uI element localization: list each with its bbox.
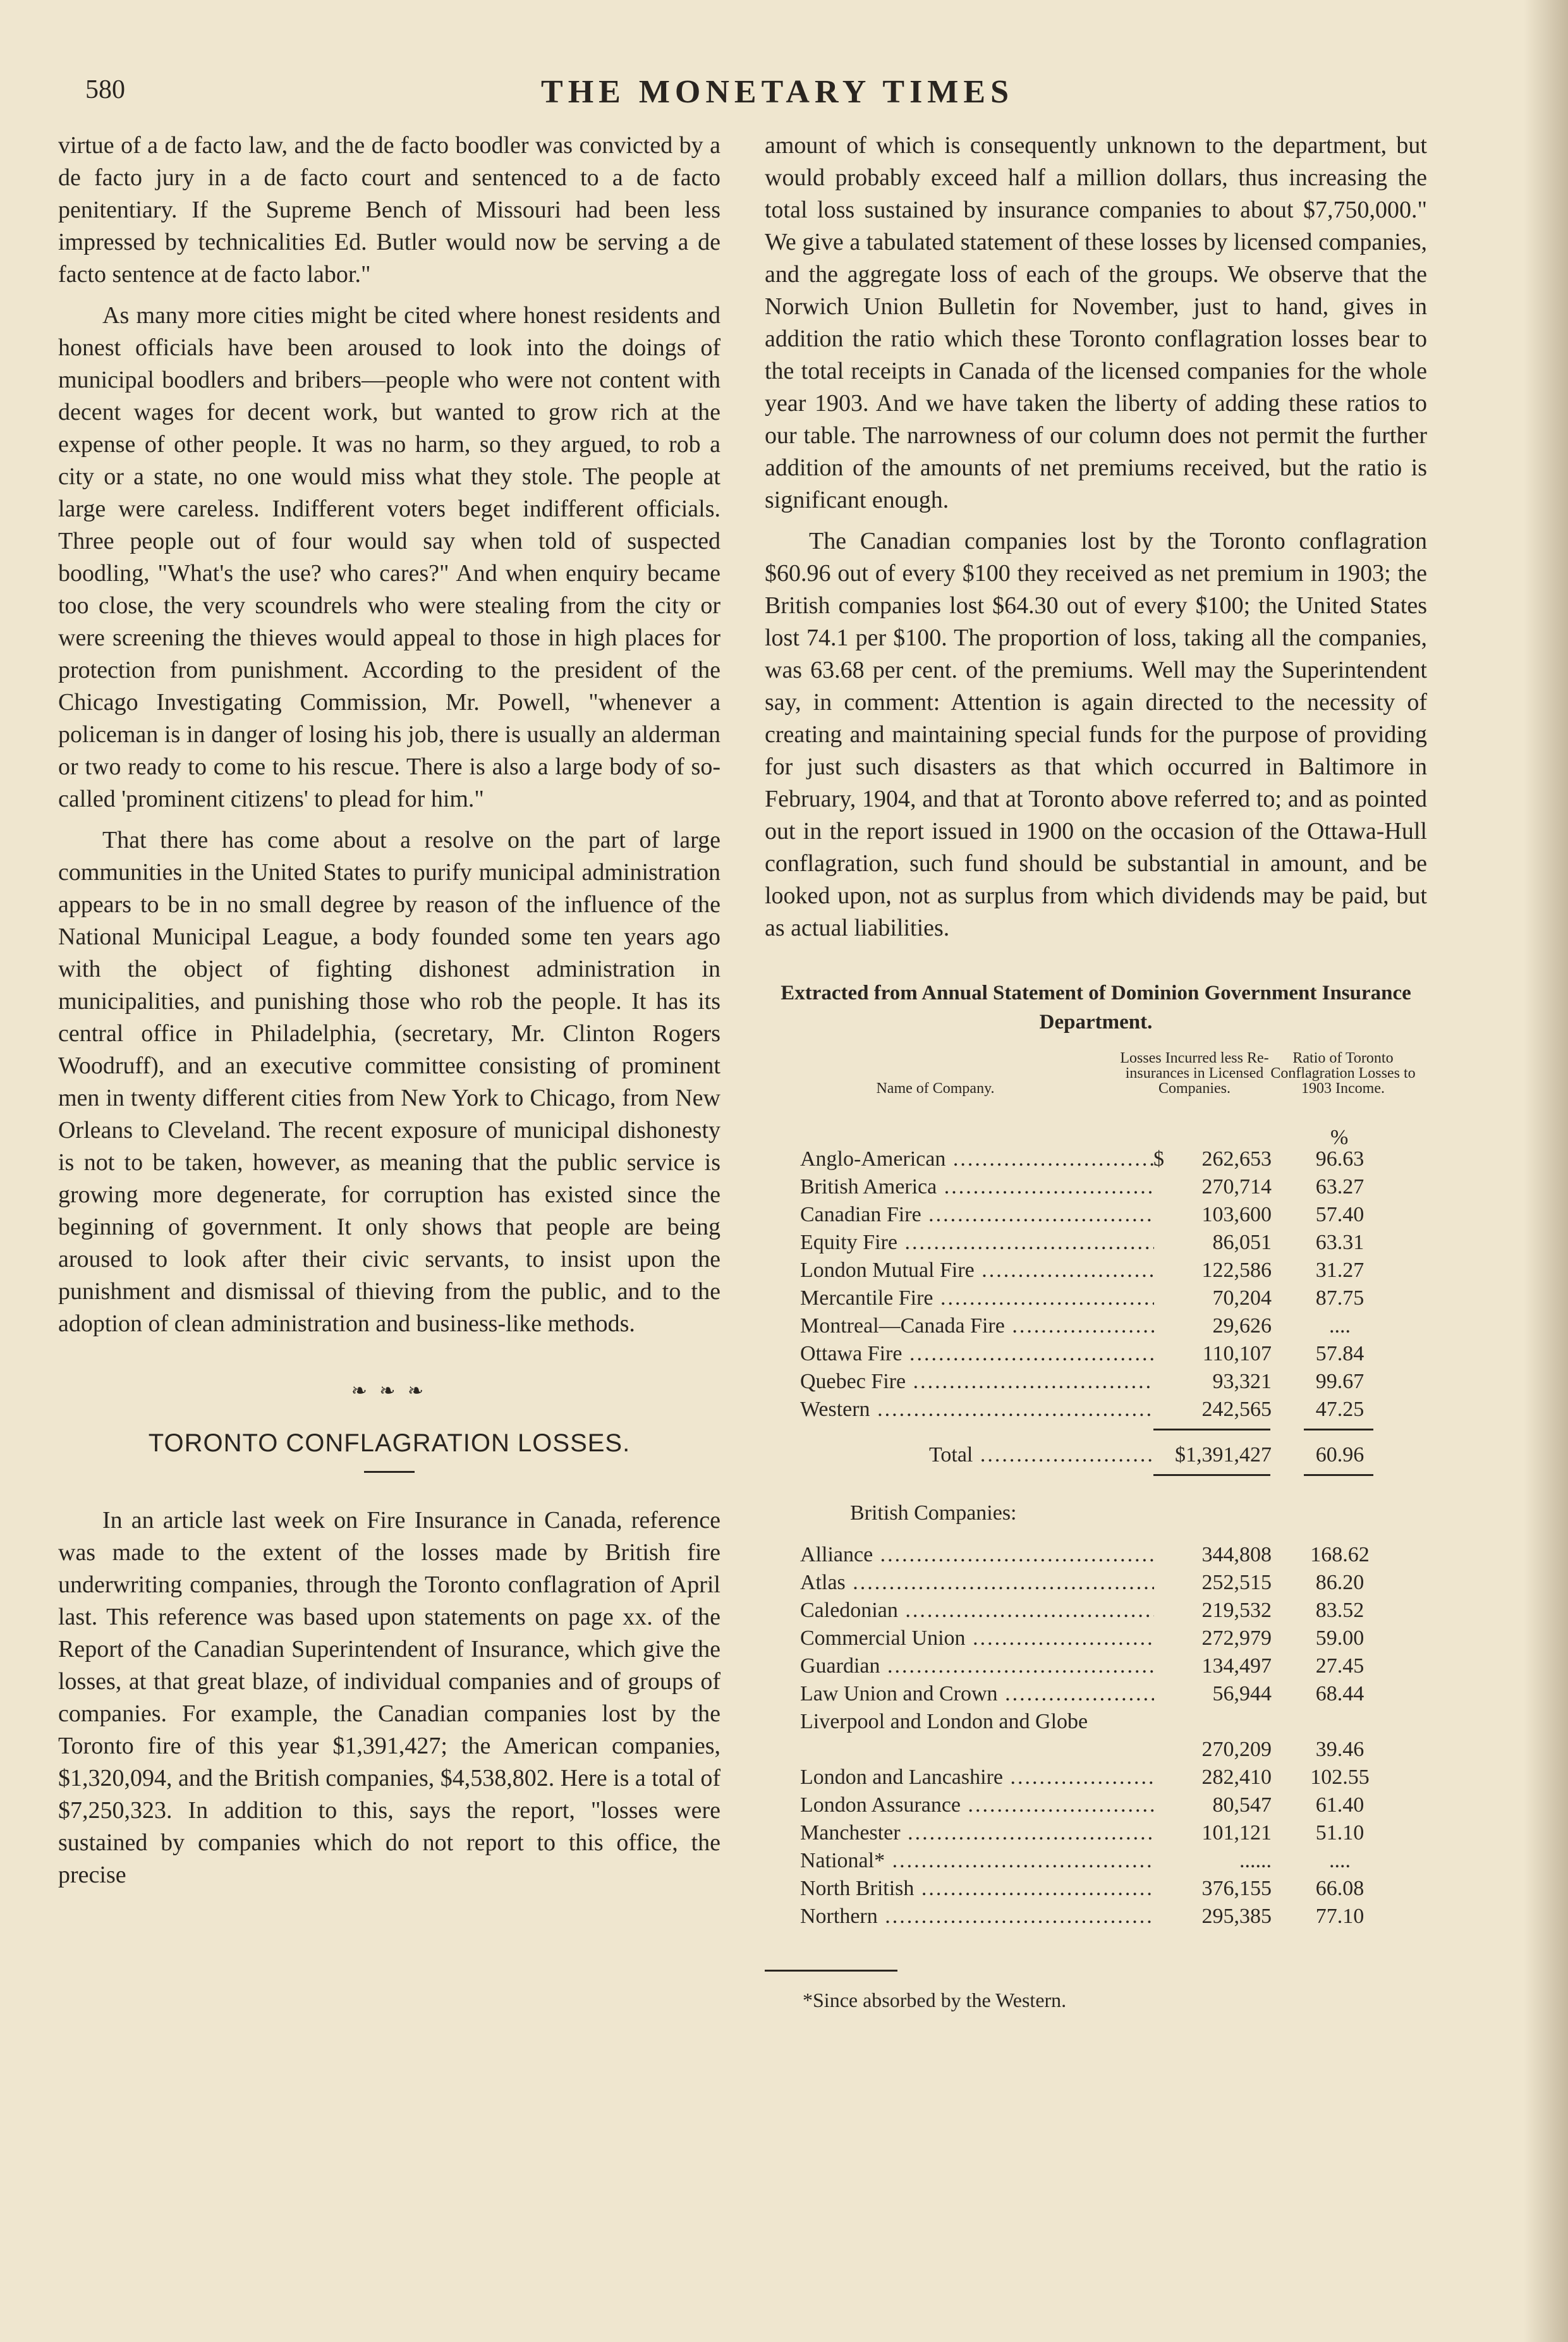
loss-value: 86,051 (1212, 1231, 1272, 1254)
table-row (765, 1680, 1427, 1708)
company-name: London Mutual Fire ..... (800, 1257, 1154, 1284)
ratio-value: 87.75 (1315, 1286, 1364, 1310)
table-row (765, 1708, 1427, 1764)
company-name: Caledonian ..... (800, 1597, 1154, 1625)
ratio-value: 96.63 (1315, 1147, 1364, 1171)
paragraph: amount of which is consequently unknown to the department, but would probably exceed half a million dollars, thus increasing the total loss sustained by insurance companies to about $7,750,000." We give a tabulated statement of these losses by licensed companies, and the aggregate loss of each of the groups. We observe that the Norwich Union Bulletin for November, just to hand, gives in addition the ratio which these Toronto conflagration losses bear to the total receipts in Canada of the licensed companies for the whole year 1903. And we have taken the liberty of adding these ratios to our table. The narrowness of our column does not permit the further addition of the amounts of net premiums received, but the ratio is significant enough. (765, 132, 1427, 513)
losses-table (765, 979, 1427, 2016)
company-name: Quebec Fire ..... (800, 1368, 1154, 1396)
british-companies-label: British Companies: (850, 1501, 1017, 1525)
table-row (765, 1284, 1427, 1312)
company-name: Manchester ..... (800, 1819, 1154, 1847)
loss-value: 70,204 (1212, 1286, 1272, 1310)
company-name: National* ..... (800, 1847, 1154, 1875)
loss-value: 272,979 (1201, 1626, 1272, 1650)
company-name: Anglo-American ..... (800, 1145, 1154, 1173)
table-row (765, 1396, 1427, 1424)
table-row (765, 1625, 1427, 1652)
paragraph: As many more cities might be cited where honest residents and honest officials have been aroused to look into the doings of municipal boodlers and bribers—people who were not content with decent wages for decent work, but wanted to grow rich at the expense of other people. It was no harm, so they argued, to rob a city or a state, no one would miss what they stole. The people at large were careless. Indifferent voters beget indifferent officials. Three people out of four would say when told of suspected boodling, "What's the use? who cares?" And when enquiry became too close, the very scoundrels who were stealing from the city or were screening the thieves would appeal to those in high places for protection from punishment. According to the president of the Chicago Investigating Commission, Mr. Powell, "whenever a policeman is in danger of losing his job, there is usually an alderman or two ready to come to his rescue. There is also a large body of so-called 'prominent citizens' to plead for him." (58, 302, 720, 812)
right-column (765, 130, 1427, 2016)
loss-value: 103,600 (1201, 1203, 1272, 1226)
left-column (58, 130, 720, 1891)
paragraph: virtue of a de facto law, and the de facto boodler was convicted by a de facto jury in a de facto court and sentenced to a de facto penitentiary. If the Supreme Bench of Missouri had been less impressed by technicalities Ed. Butler would now be serving a de facto sentence at de facto labor." (58, 132, 720, 288)
loss-value: 252,515 (1201, 1571, 1272, 1594)
table-row (765, 1229, 1427, 1257)
loss-value: 270,209 (1201, 1738, 1272, 1761)
ratio-value: .... (1329, 1314, 1351, 1338)
table-row (765, 1201, 1427, 1229)
ratio-value: 99.67 (1315, 1370, 1364, 1393)
loss-value: 344,808 (1201, 1543, 1272, 1566)
company-name: Ottawa Fire ..... (800, 1340, 1154, 1368)
total-ratio: 60.96 (1315, 1443, 1364, 1467)
company-name: North British ..... (800, 1875, 1154, 1903)
footnote-rule (765, 1970, 897, 1972)
table-row (765, 1257, 1427, 1284)
company-name: London Assurance ..... (800, 1791, 1154, 1819)
loss-value: 80,547 (1212, 1793, 1272, 1817)
total-row (765, 1441, 1427, 1469)
ratio-value: 57.84 (1315, 1342, 1364, 1365)
loss-value: 134,497 (1201, 1654, 1272, 1678)
ratio-value: 66.08 (1315, 1877, 1364, 1900)
ratio-value: 31.27 (1315, 1259, 1364, 1282)
loss-value: 101,121 (1201, 1821, 1272, 1845)
paragraph: In an article last week on Fire Insurance in Canada, reference was made to the extent of the losses made by British fire underwriting companies, through the Toronto conflagration of April last. This reference was based upon statements on page xx. of the Report of the Canadian Superintendent of Insurance, which give the losses, at that great blaze, of individual companies and of groups of companies. For example, the Canadian companies lost by the Toronto fire of this year $1,391,427; the American companies, $1,320,094, and the British companies, $4,538,802. Here is a total of $7,250,323. In addition to this, says the report, "losses were sustained by companies which do not report to this office, the precise (58, 1507, 720, 1888)
loss-value: 270,714 (1201, 1175, 1272, 1198)
column-header-losses: Losses Incurred less Re-insurances in Licensed Companies. (1120, 1050, 1269, 1097)
company-name: Northern ..... (800, 1903, 1154, 1930)
loss-value: ...... (1239, 1849, 1272, 1872)
company-name: Canadian Fire ..... (800, 1201, 1154, 1229)
total-rule-bottom (765, 1469, 1427, 1480)
company-name: Western ..... (800, 1396, 1154, 1424)
ratio-value: 47.25 (1315, 1398, 1364, 1421)
ratio-value: 27.45 (1315, 1654, 1364, 1678)
company-name: Liverpool and London and Globe (800, 1710, 1088, 1733)
loss-value: 93,321 (1212, 1370, 1272, 1393)
table-row (765, 1764, 1427, 1791)
company-name: Alliance ..... (800, 1541, 1154, 1569)
table-row (765, 1597, 1427, 1625)
table-row (765, 1145, 1427, 1173)
table-row (765, 1819, 1427, 1847)
total-rule-top (765, 1424, 1427, 1435)
table-row (765, 1541, 1427, 1569)
company-name: Law Union and Crown ..... (800, 1680, 1154, 1708)
ratio-value: 63.27 (1315, 1175, 1364, 1198)
table-header (765, 1050, 1427, 1149)
paragraph: That there has come about a resolve on the part of large communities in the United States to purify municipal administration appears to be in no small degree by reason of the influence of the National Municipal League, a body founded some ten years ago with the object of fighting dishonest administration in municipalities, and punishing those who rob the people. It has its central office in Philadelphia, (secretary, Mr. Clinton Rogers Woodruff), and an executive committee consisting of prominent men in twenty different cities from New York to Chicago, from New Orleans to Cleveland. The recent exposure of municipal dishonesty is not to be taken, however, as meaning that the public service is growing more degenerate, for corruption has existed since the beginning of government. It only shows that people are being aroused to look after their civic servants, to insist upon the punishment and dismissal of thieving from the public, and to the adoption of clean administration and business-like methods. (58, 827, 720, 1337)
column-header-name: Name of Company. (876, 1080, 995, 1097)
percent-sign: % (1330, 1126, 1349, 1149)
column-header-ratio: Ratio of Toronto Conflagration Losses to 1903 Income. (1270, 1050, 1416, 1097)
company-name: London and Lancashire ..... (800, 1764, 1154, 1791)
section-heading: TORONTO CONFLAGRATION LOSSES. (148, 1429, 631, 1457)
ratio-value: 63.31 (1315, 1231, 1364, 1254)
table-row (765, 1340, 1427, 1368)
page-edge-shadow (1524, 0, 1568, 2342)
loss-value: 262,653 (1201, 1147, 1272, 1171)
company-name: Guardian ..... (800, 1652, 1154, 1680)
ornament-divider: ❧ ❧ ❧ (351, 1381, 428, 1401)
table-row (765, 1847, 1427, 1875)
company-name: Atlas ..... (800, 1569, 1154, 1597)
heading-rule (364, 1471, 415, 1473)
ratio-value: 61.40 (1315, 1793, 1364, 1817)
table-row (765, 1875, 1427, 1903)
page-number: 580 (85, 75, 125, 104)
company-name: British America ..... (800, 1173, 1154, 1201)
table-caption: Extracted from Annual Statement of Dominion Government Insurance Department. (781, 982, 1411, 1034)
page-header (76, 70, 1479, 114)
ratio-value: .... (1329, 1849, 1351, 1872)
table-row (765, 1312, 1427, 1340)
ratio-value: 51.10 (1315, 1821, 1364, 1845)
table-row (765, 1368, 1427, 1396)
loss-value: 282,410 (1201, 1766, 1272, 1789)
dollar-sign: $ (1153, 1147, 1164, 1171)
company-name: Mercantile Fire ..... (800, 1284, 1154, 1312)
total-label: Total ..... (929, 1441, 1154, 1469)
table-row (765, 1903, 1427, 1930)
ratio-value: 102.55 (1310, 1766, 1370, 1789)
ratio-value: 39.46 (1315, 1738, 1364, 1761)
loss-value: 219,532 (1201, 1599, 1272, 1622)
table-row (765, 1791, 1427, 1819)
loss-value: 29,626 (1212, 1314, 1272, 1338)
canadian-rows (765, 1145, 1427, 1424)
total-loss: $1,391,427 (1175, 1443, 1272, 1467)
loss-value: 122,586 (1201, 1259, 1272, 1282)
loss-value: 56,944 (1212, 1682, 1272, 1705)
table-row (765, 1569, 1427, 1597)
company-name: Equity Fire ..... (800, 1229, 1154, 1257)
running-title: THE MONETARY TIMES (541, 74, 1014, 110)
table-row (765, 1652, 1427, 1680)
ratio-value: 57.40 (1315, 1203, 1364, 1226)
company-name: Commercial Union ..... (800, 1625, 1154, 1652)
ratio-value: 59.00 (1315, 1626, 1364, 1650)
company-name: Montreal—Canada Fire ..... (800, 1312, 1154, 1340)
ratio-value: 68.44 (1315, 1682, 1364, 1705)
paragraph: The Canadian companies lost by the Toronto conflagration $60.96 out of every $100 they received as net premium in 1903; the British companies lost $64.30 out of every $100; the United States lost 74.1 per $100. The proportion of loss, taking all the companies, was 63.68 per cent. of the premiums. Well may the Superintendent say, in comment: Attention is again directed to the necessity of creating and maintaining special funds for the purpose of providing for just such disasters as that which occurred in Baltimore in February, 1904, and that at Toronto above referred to; and as pointed out in the report issued in 1900 on the occasion of the Ottawa-Hull conflagration, such fund should be substantial in amount, and be looked upon, not as surplus from which dividends may be paid, but as actual liabilities. (765, 528, 1427, 941)
ratio-value: 86.20 (1315, 1571, 1364, 1594)
footnote: *Since absorbed by the Western. (803, 1989, 1067, 2011)
loss-value: 295,385 (1201, 1905, 1272, 1928)
table-row (765, 1173, 1427, 1201)
ratio-value: 83.52 (1315, 1599, 1364, 1622)
ratio-value: 168.62 (1310, 1543, 1370, 1566)
loss-value: 376,155 (1201, 1877, 1272, 1900)
ratio-value: 77.10 (1315, 1905, 1364, 1928)
loss-value: 242,565 (1201, 1398, 1272, 1421)
british-rows (765, 1541, 1427, 1930)
loss-value: 110,107 (1202, 1342, 1272, 1365)
